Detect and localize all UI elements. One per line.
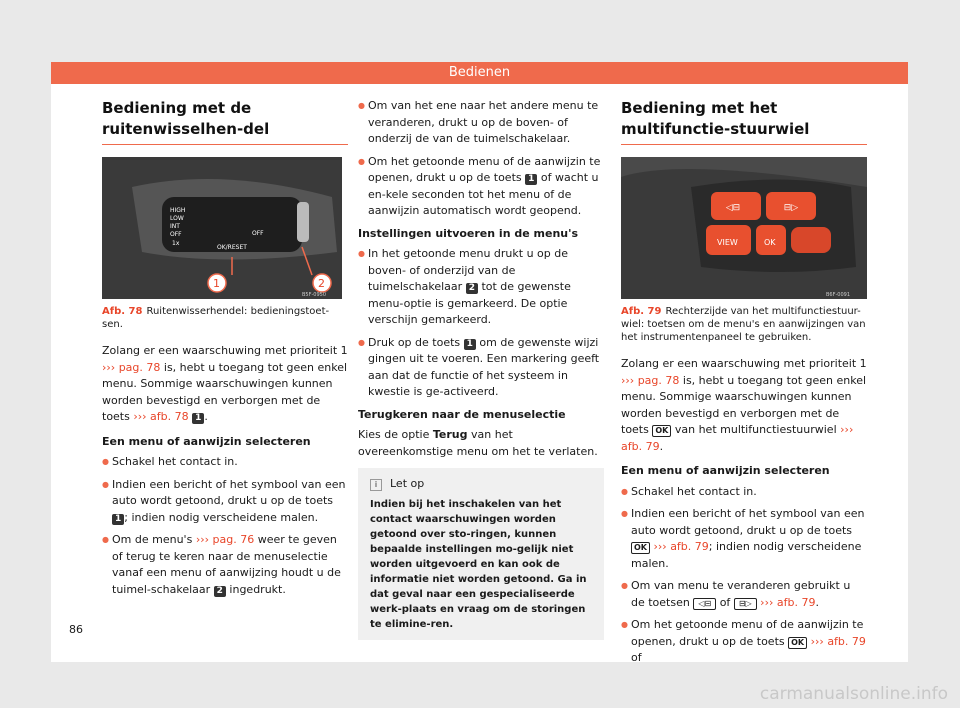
- subheading: Een menu of aanwijzin selecteren: [621, 464, 830, 477]
- list-item: ● Indien een bericht of het symbool van een auto wordt getoond, drukt u op de toets 1 ; indien nodig verscheidene malen.: [102, 477, 348, 527]
- list-item: ● Om het getoonde menu of de aanwijzin te openen, drukt u op de toets OK ››› afb. 79 of: [621, 617, 867, 667]
- figure-code: B5F-0950: [302, 292, 327, 298]
- list-item: ● In het getoonde menu drukt u op de boven- of onderzijd van de tuimelschakelaar 2 tot de gewenste menu-optie is gemarkeerd. De optie verschijn gemarkeerd.: [358, 246, 604, 329]
- subheading: Instellingen uitvoeren in de menu's: [358, 226, 579, 240]
- svg-text:2: 2: [318, 277, 325, 290]
- chapter-header: Bedienen: [51, 62, 908, 84]
- paragraph: Zolang er een waarschuwing met prioriteit 1 ››› pag. 78 is, hebt u toegang tot geen enkel menu. Sommige waarschuwingen kunnen worden bevestigd en verborgen met de toets OK van het multifunctiestuurwiel ››› afb. 79.: [621, 357, 867, 453]
- watermark: carmanualsonline.info: [759, 684, 948, 704]
- label-int: INT: [170, 223, 180, 230]
- figure-code: B6F-0091: [826, 292, 851, 298]
- section-title-steering: Bediening met het multifunctie-stuurwiel: [621, 98, 867, 145]
- ok-key-icon: OK: [652, 425, 671, 437]
- subheading: Terugkeren naar de menuselectie: [358, 407, 566, 421]
- paragraph: Zolang er een waarschuwing met prioriteit 1 ››› pag. 78 is, hebt u toegang tot geen enkel menu. Sommige waarschuwingen kunnen worden bevestigd en verborgen met de toets ››› afb. 78 1 .: [102, 344, 348, 423]
- ok-label: OK: [764, 238, 776, 247]
- wiper-lever-illustration: [102, 157, 342, 299]
- label-off2: OFF: [252, 230, 264, 237]
- paragraph: Kies de optie Terug van het overeenkomstige menu om het te verlaten.: [358, 428, 598, 458]
- back-key-icon: ◁⊟: [725, 203, 741, 213]
- label-low: LOW: [170, 215, 184, 222]
- rocker-switch: [297, 202, 309, 242]
- steering-wheel-illustration: [621, 157, 867, 299]
- list-item: ● Schakel het contact in.: [621, 484, 867, 501]
- column-2: [358, 98, 604, 640]
- page-number: 86: [69, 623, 83, 636]
- label-1x: 1x: [172, 240, 180, 247]
- back-key-icon: ◁⊟: [693, 598, 716, 610]
- list-item: ● Om van menu te veranderen gebruikt u de toetsen ◁⊟ of ⊟▷ ››› afb. 79.: [621, 578, 867, 611]
- svg-text:1: 1: [213, 277, 220, 290]
- forward-key-icon: ⊟▷: [783, 203, 799, 213]
- column-3: [621, 98, 867, 673]
- list-item: ● Om het getoonde menu of de aanwijzin te openen, drukt u op de toets 1 of wacht u en-kele seconden tot het menu of de aanwijzin automatisch wordt geopend.: [358, 154, 604, 220]
- steering-wheel-figure: [621, 157, 867, 299]
- list-item: ● Druk op de toets 1 om de gewenste wijzi gingen uit te voeren. Een markering geeft aan dat de functie of het systeem in kwestie is ge-activeerd.: [358, 335, 604, 401]
- label-high: HIGH: [170, 207, 186, 214]
- list-item: ● Schakel het contact in.: [102, 454, 348, 471]
- ok-key-icon: OK: [788, 637, 807, 649]
- label-off: OFF: [170, 231, 182, 238]
- figure-caption-79: Afb. 79 Rechterzijde van het multifunctiestuur-wiel: toetsen om de menu's en aanwijzingen van het instrumentenpaneel te gebruiken.: [621, 306, 866, 343]
- subheading: Een menu of aanwijzin selecteren: [102, 434, 311, 448]
- info-icon: i: [370, 479, 382, 491]
- forward-key-icon: ⊟▷: [734, 598, 757, 610]
- label-ok-reset: OK/RESET: [217, 244, 247, 251]
- note-box: i Let op Indien bij het inschakelen van het contact waarschuwingen worden getoond over sto-ringen, kunnen bepaalde instellingen mo-gelijk niet worden uitgevoerd en kan ook de informatie niet worden getoond. Ga in dat geval naar een gespecialiseerde werk-plaats en vraag om de storingen te elimine-ren.: [358, 468, 604, 640]
- figure-caption-78: Afb. 78 Ruitenwisserhendel: bedieningstoet-sen.: [102, 306, 330, 330]
- view-label: VIEW: [717, 238, 738, 247]
- wiper-lever-figure: [102, 157, 342, 299]
- ok-key-icon: OK: [631, 542, 650, 554]
- section-title-wiper: Bediening met de ruitenwisselhen-del: [102, 98, 348, 145]
- column-1: [102, 98, 348, 604]
- list-item: ● Om de menu's ››› pag. 76 weer te geven of terug te keren naar de menuselectie vanaf een menu of aanwijzing houdt u de tuimel-schakelaar 2 ingedrukt.: [102, 532, 348, 598]
- list-item: ● Indien een bericht of het symbool van een auto wordt getoond, drukt u op de toets OK ››› afb. 79; indien nodig verscheidene malen.: [621, 506, 867, 572]
- list-item: ● Om van het ene naar het andere menu te veranderen, drukt u op de boven- of onderzij de van de tuimelschakelaar.: [358, 98, 604, 148]
